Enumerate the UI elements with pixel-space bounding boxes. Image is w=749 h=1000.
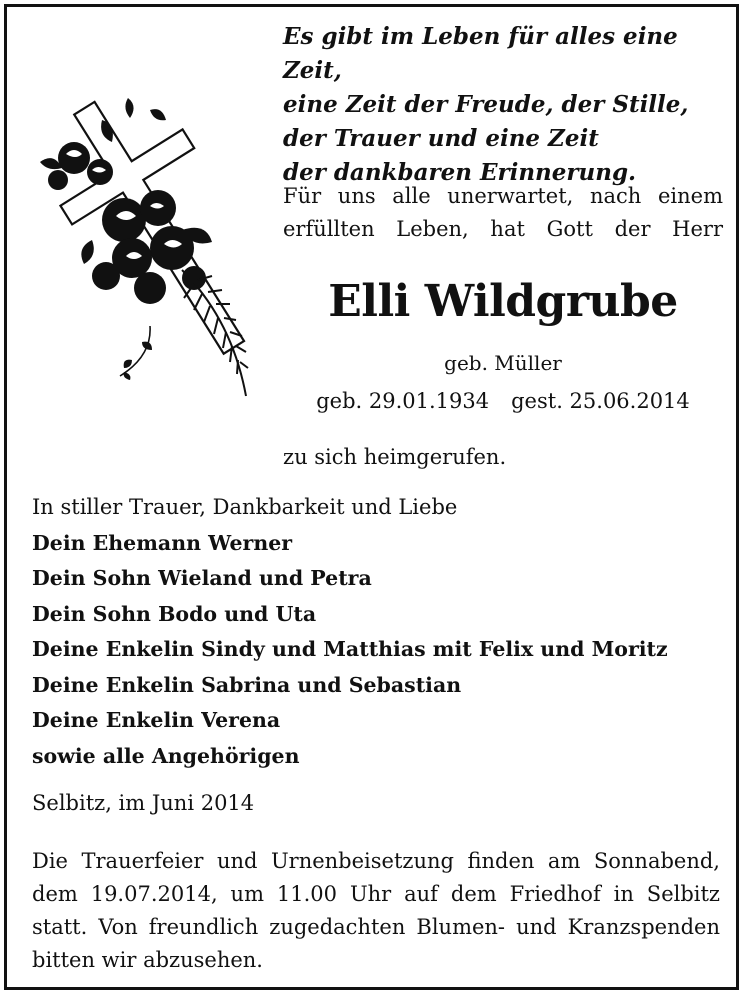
intro-line: Für uns alle unerwartet, nach einem xyxy=(283,184,723,208)
funeral-service-info: Die Trauerfeier und Urnenbeisetzung finden am Sonnabend, dem 19.07.2014, um 11.00 Uhr auf dem Friedhof in Selbitz statt. Von freundlich zugedachten Blumen- und Kranzspenden bitten wir abzusehen. xyxy=(32,849,720,972)
place-and-date: Selbitz, im Juni 2014 xyxy=(32,791,255,815)
deceased-name: Elli Wildgrube xyxy=(328,276,678,327)
memorial-quote xyxy=(283,20,733,190)
mourner-entry: Deine Enkelin Sindy und Matthias mit Felix und Moritz xyxy=(32,637,668,661)
mourner-entry: sowie alle Angehörigen xyxy=(32,743,300,768)
intro-line: erfüllten Leben, hat Gott der Herr xyxy=(283,217,723,241)
quote-line: Es gibt im Leben für alles eine Zeit, xyxy=(283,23,678,84)
mourner-entry: Dein Sohn Wieland und Petra xyxy=(32,566,372,590)
death-date: gest. 25.06.2014 xyxy=(511,389,690,413)
mourners-list xyxy=(32,490,732,774)
quote-line: eine Zeit der Freude, der Stille, xyxy=(283,91,689,118)
quote-line: der Trauer und eine Zeit xyxy=(283,125,599,152)
mourners-heading: In stiller Trauer, Dankbarkeit und Liebe xyxy=(32,495,458,519)
quote-line: der dankbaren Erinnerung. xyxy=(283,159,637,186)
mourner-entry: Deine Enkelin Sabrina und Sebastian xyxy=(32,672,462,697)
cross-with-roses-icon xyxy=(32,80,264,400)
mourner-entry: Dein Ehemann Werner xyxy=(32,530,293,555)
maiden-name: geb. Müller xyxy=(444,351,562,375)
called-home-text: zu sich heimgerufen. xyxy=(283,445,507,469)
birth-date: geb. 29.01.1934 xyxy=(316,389,490,413)
life-dates xyxy=(283,384,723,418)
mourner-entry: Deine Enkelin Verena xyxy=(32,708,281,732)
announcement-intro xyxy=(283,180,723,246)
mourner-entry: Dein Sohn Bodo und Uta xyxy=(32,601,317,626)
